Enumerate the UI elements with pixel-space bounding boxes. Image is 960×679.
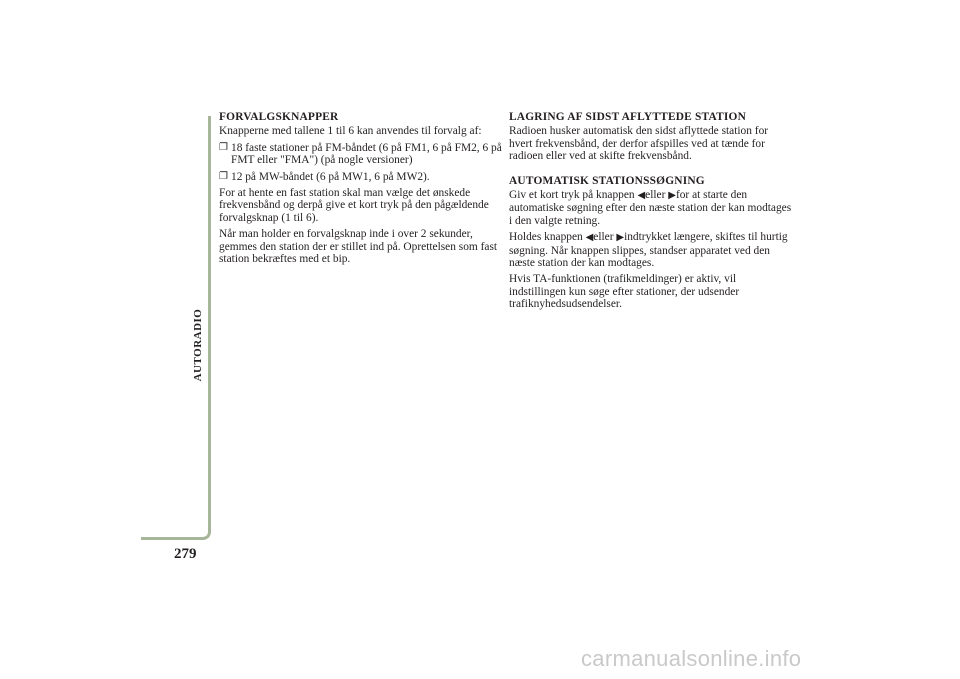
heading-lagring: LAGRING AF SIDST AFLYTTEDE STATION — [509, 111, 747, 123]
arrow-right-icon: ▶ — [616, 232, 625, 244]
watermark-footer: carmanualsonline.info — [581, 646, 802, 671]
chapter-side-label-text: AUTORADIO — [192, 308, 204, 382]
text-fragment: Giv et kort tryk på knappen — [509, 189, 638, 202]
paragraph-long-press — [509, 231, 794, 269]
heading-automatisk-soegning: AUTOMATISK STATIONSSØGNING — [509, 174, 705, 187]
paragraph-fetch-station: For at hente en fast station skal man vælge det ønskede frekvensbånd og derpå give et kort tryk på den pågældende forvalgsknap (1 til 6). — [219, 187, 489, 224]
arrow-left-icon: ◀ — [637, 190, 646, 202]
bullet-item — [219, 142, 504, 167]
bullet-text: 12 på MW-båndet (6 på MW1, 6 på MW2). — [231, 170, 430, 183]
page-number: 279 — [174, 546, 197, 562]
heading-forvalgsknapper: FORVALGSKNAPPER — [219, 111, 339, 123]
bullet-text: 18 faste stationer på FM-båndet (6 på FM1, 6 på FM2, 6 på FMT eller "FMA") (på nogle versioner) — [231, 141, 502, 167]
checkbox-bullet-icon: ❐ — [219, 170, 228, 182]
paragraph-last-station: Radioen husker automatisk den sidst aflyttede station for hvert frekvensbånd, der derfor afspilles ved at tænde for radioen eller ved at skifte frekvensbånd. — [509, 125, 769, 163]
left-column — [219, 111, 504, 269]
text-fragment: eller — [645, 189, 669, 202]
intro-paragraph: Knapperne med tallene 1 til 6 kan anvendes til forvalg af: — [219, 125, 482, 138]
text-fragment: for at starte den automatiske søgning efter den næste station der kan modtages i den valgte retning. — [509, 189, 792, 227]
arrow-right-icon: ▶ — [668, 190, 676, 202]
paragraph-ta-function: Hvis TA-funktionen (trafikmeldinger) er aktiv, vil indstillingen kun søge efter stationer, der udsender trafiknyhedsudsendelser. — [509, 273, 740, 311]
checkbox-bullet-icon: ❐ — [219, 141, 228, 153]
arrow-left-icon: ◀ — [585, 232, 594, 244]
text-fragment: Holdes knappen — [509, 231, 586, 244]
right-column — [509, 111, 794, 315]
text-fragment: eller — [593, 231, 617, 244]
bullet-item — [219, 171, 504, 183]
paragraph-short-press — [509, 189, 794, 227]
paragraph-store-station: Når man holder en forvalgsknap inde i over 2 sekunder, gemmes den station der er stillet ind på. Oprettelsen som fast station bekræftes med et bip. — [219, 228, 498, 266]
chapter-side-label — [178, 300, 218, 390]
text-fragment: indtrykket længere, skiftes til hurtig søgning. Når knappen slippes, standser apparatet ved den næste station der kan modtages. — [509, 231, 788, 270]
